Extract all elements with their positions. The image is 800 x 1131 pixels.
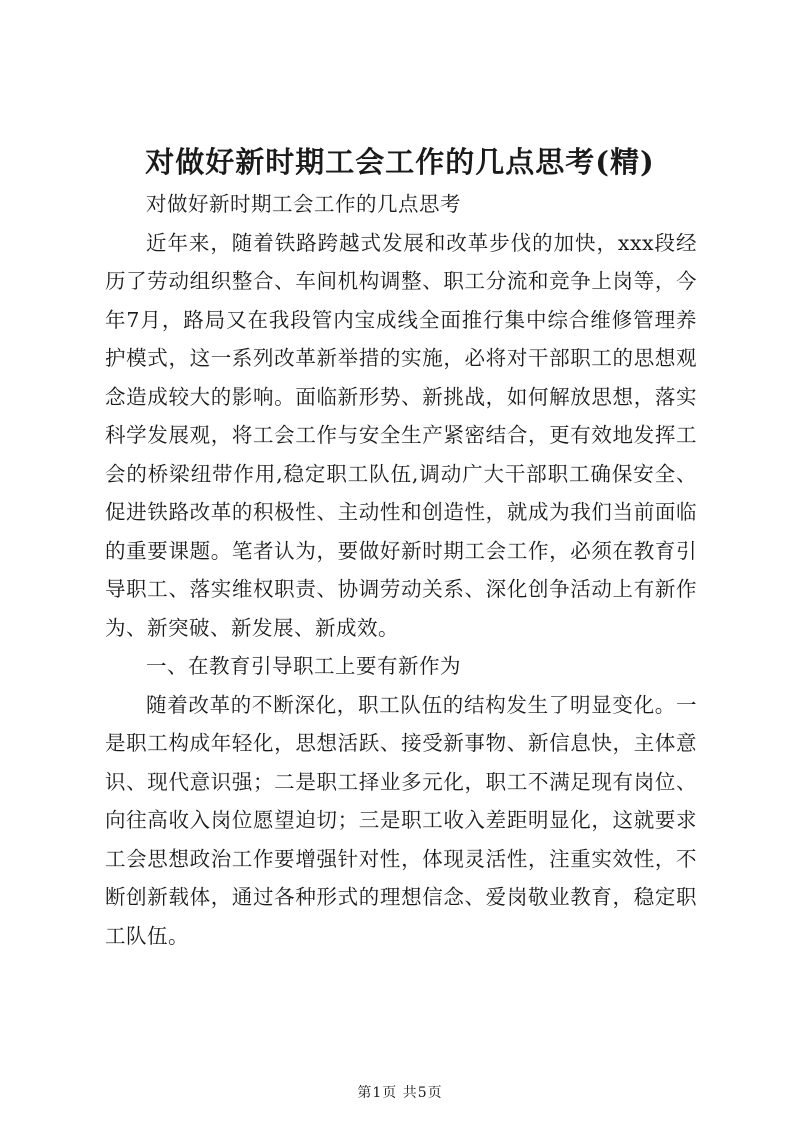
section-paragraph: 随着改革的不断深化，职工队伍的结构发生了明显变化。一是职工构成年轻化，思想活跃、接受新事物、新信息快，主体意识、现代意识强；二是职工择业多元化，职工不满足现有岗位、向往高收入岗位愿望迫切；三是职工收入差距明显化，这就要求工会思想政治工作要增强针对性，体现灵活性，注重实效性，不断创新载体，通过各种形式的理想信念、爱岗敬业教育，稳定职工队伍。 <box>105 692 697 948</box>
document-title: 对做好新时期工会工作的几点思考(精) <box>145 145 655 179</box>
document-body <box>105 185 697 955</box>
section-heading: 一、在教育引导职工上要有新作为 <box>146 654 461 678</box>
intro-paragraph: 近年来，随着铁路跨越式发展和改革步伐的加快，xxx段经历了劳动组织整合、车间机构调整、职工分流和竞争上岗等，今年7月，路局又在我段管内宝成线全面推行集中综合维修管理养护模式，这一系列改革新举措的实施，必将对干部职工的思想观念造成较大的影响。面临新形势、新挑战，如何解放思想，落实科学发展观，将工会工作与安全生产紧密结合，更有效地发挥工会的桥梁纽带作用,稳定职工队伍,调动广大干部职工确保安全、促进铁路改革的积极性、主动性和创造性，就成为我们当前面临的重要课题。笔者认为，要做好新时期工会工作，必须在教育引导职工、落实维权职责、协调劳动关系、深化创争活动上有新作为、新突破、新发展、新成效。 <box>105 230 697 640</box>
subtitle-paragraph: 对做好新时期工会工作的几点思考 <box>146 192 461 216</box>
page-number-footer: 第1页 共5页 <box>357 1085 443 1101</box>
